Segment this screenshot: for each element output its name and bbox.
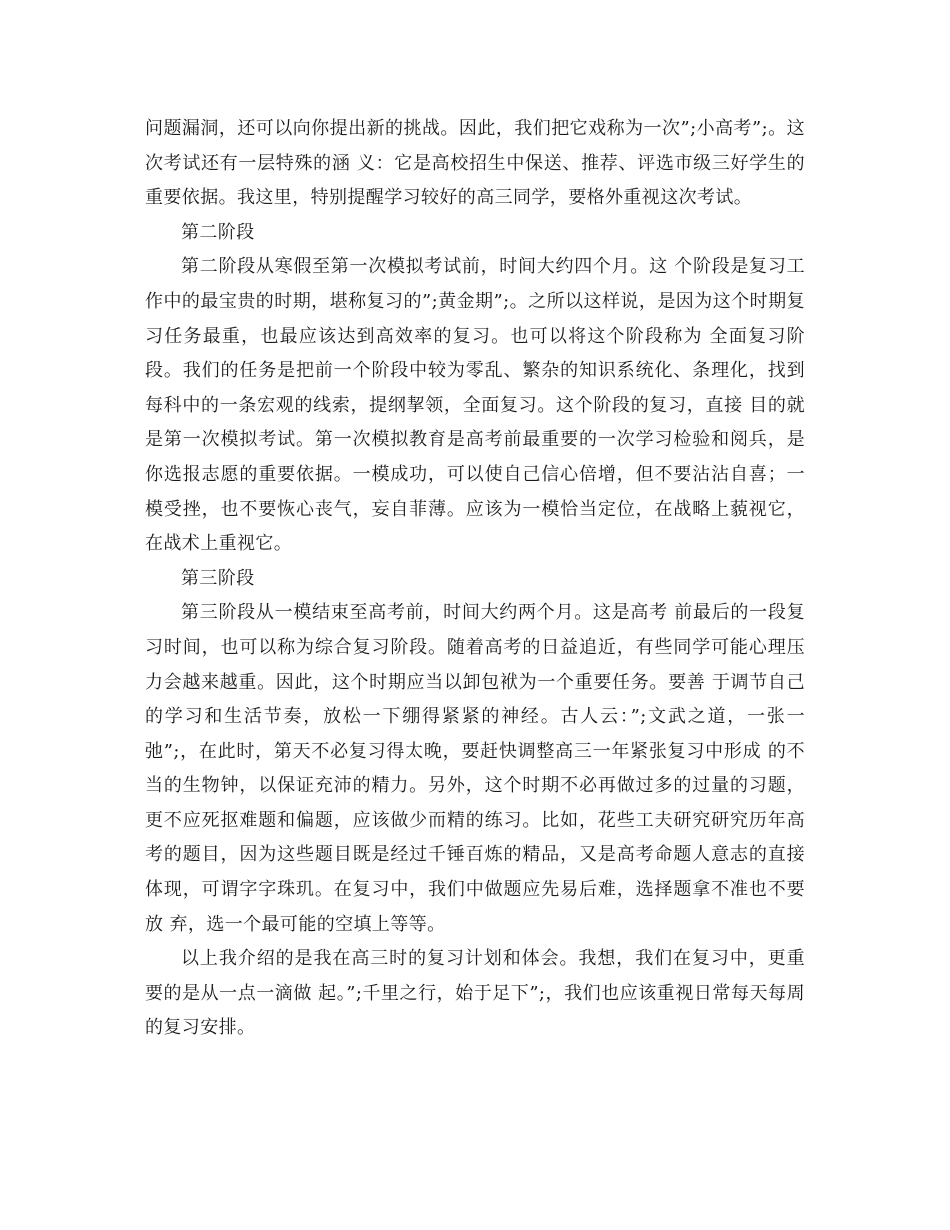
paragraph-conclusion: 以上我介绍的是我在高三时的复习计划和体会。我想，我们在复习中，更重要的是从一点一滴做 起。”;千里之行，始于足下”;，我们也应该重视日常每天每周的复习安排。 [145,948,805,1039]
paragraph-continuation: 问题漏洞，还可以向你提出新的挑战。因此，我们把它戏称为一次”;小高考”;。这次考试还有一层特殊的涵 义：它是高校招生中保送、推荐、评选市级三好学生的重要依据。我这里，特别提醒学习较好的高三同学，要格外重视这次考试。 [145,118,805,209]
section-heading-stage-two: 第二阶段 [181,221,255,243]
document-body [145,112,805,1046]
paragraph-stage-two: 第二阶段从寒假至第一次模拟考试前，时间大约四个月。这 个阶段是复习工作中的最宝贵的时期，堪称复习的”;黄金期”;。之所以这样说，是因为这个时期复习任务最重，也最应该达到高效率的复习。也可以将这个阶段称为 全面复习阶段。我们的任务是把前一个阶段中较为零乱、繁杂的知识系统化、条理化，找到每科中的一条宏观的线索，提纲挈领，全面复习。这个阶段的复习，直接 目的就是第一次模拟考试。第一次模拟教育是高考前最重要的一次学习检验和阅兵，是你选报志愿的重要依据。一模成功，可以使自己信心倍增，但不要沾沾自喜；一模受挫，也不要恢心丧气，妄自菲薄。应该为一模恰当定位，在战略上藐视它，在战术上重视它。 [145,256,805,555]
paragraph-stage-three: 第三阶段从一模结束至高考前，时间大约两个月。这是高考 前最后的一段复习时间，也可以称为综合复习阶段。随着高考的日益追近，有些同学可能心理压力会越来越重。因此，这个时期应当以卸包袱为一个重要任务。要善 于调节自己的学习和生活节奏，放松一下绷得紧紧的神经。古人云：”;文武之道，一张一弛”;，在此时，第天不必复习得太晚，要赶快调整高三一年紧张复习中形成 的不当的生物钟，以保证充沛的精力。另外，这个时期不必再做过多的过量的习题，更不应死抠难题和偏题，应该做少而精的练习。比如，花些工夫研究研究历年高考的题目，因为这些题目既是经过千锤百炼的精品，又是高考命题人意志的直接体现，可谓字字珠玑。在复习中，我们中做题应先易后难，选择题拿不准也不要放 弃，选一个最可能的空填上等等。 [145,602,805,935]
section-heading-stage-three: 第三阶段 [181,567,255,589]
